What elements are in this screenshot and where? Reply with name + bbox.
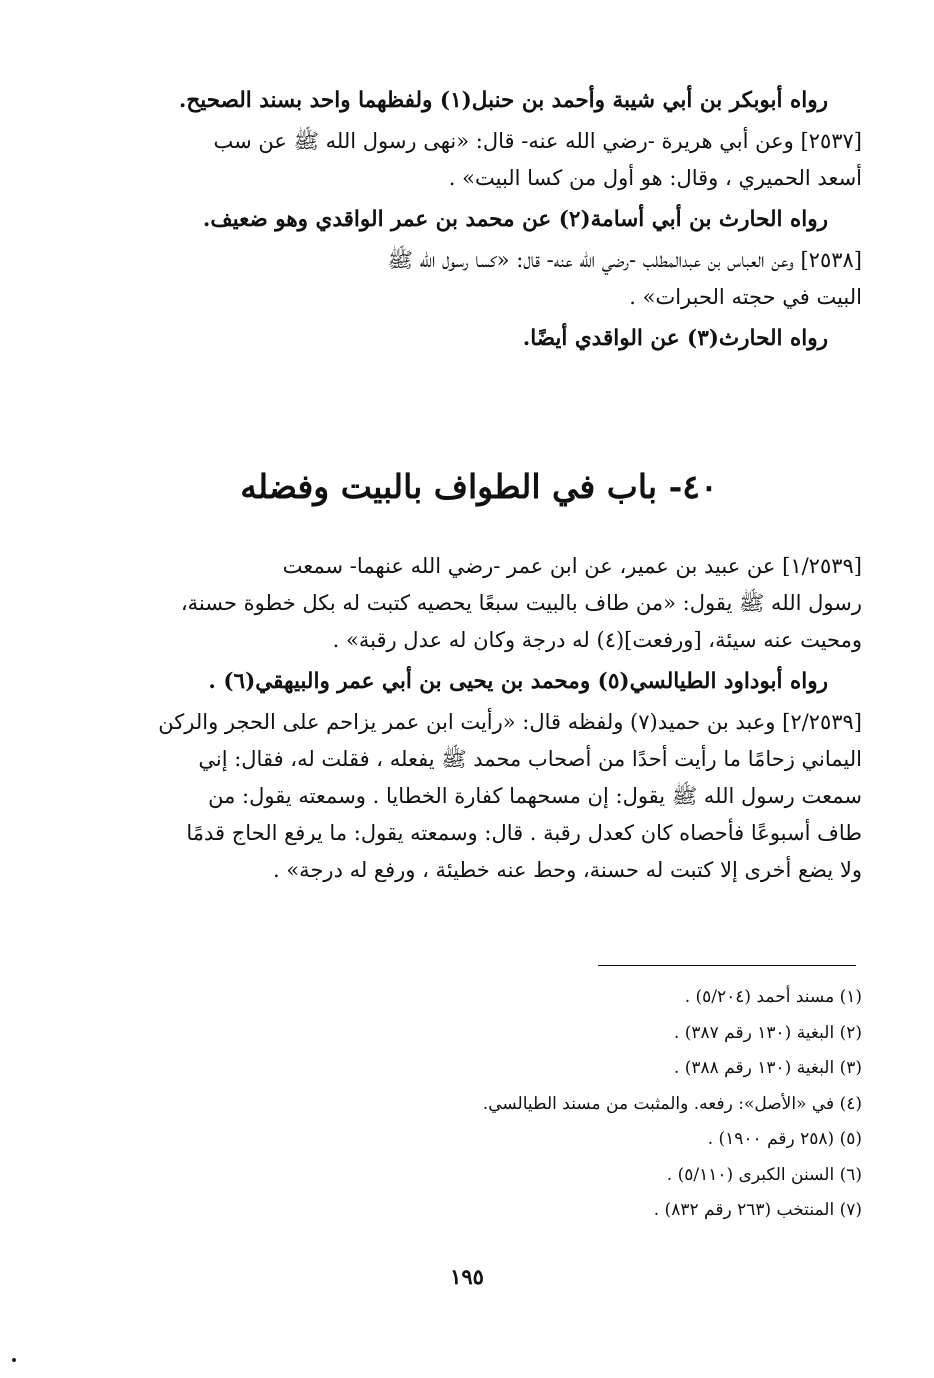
footnote-separator (598, 965, 856, 966)
hadith-line: [٢٥٣٨] وعن العباس بن عبدالمطلب -رضي الله عنه- قال: «كسا رسول الله ﷺ (387, 248, 862, 272)
hadith-line: سمعت رسول الله ﷺ يقول: إن مسحهما كفارة الخطايا . وسمعته يقول: من (208, 784, 862, 808)
main-text-top (96, 82, 862, 357)
footnote: (٢) البغية (١٣٠ رقم ٣٨٧) . (673, 1022, 862, 1043)
hadith-line: [١/٢٥٣٩] عن عبيد بن عمير، عن ابن عمر -رضي الله عنهما- سمعت (282, 554, 862, 578)
hadith-line: ومحيت عنه سيئة، [ورفعت](٤) له درجة وكان له عدل رقبة» . (332, 628, 862, 652)
main-text-bottom (96, 548, 862, 889)
narration-line: رواه الحارث(٣) عن الواقدي أيضًا. (522, 326, 828, 351)
page-number: ١٩٥ (450, 1264, 484, 1289)
scan-speck (12, 1358, 16, 1362)
hadith-line: [٢/٢٥٣٩] وعبد بن حميد(٧) ولفظه قال: «رأيت ابن عمر يزاحم على الحجر والركن (158, 710, 862, 734)
footnote: (٤) في «الأصل»: رفعه. والمثبت من مسند الطيالسي. (482, 1093, 862, 1114)
footnote: (٧) المنتخب (٢٦٣ رقم ٨٣٢) . (653, 1200, 862, 1220)
chapter-heading: ٤٠- باب في الطواف بالبيت وفضله (240, 467, 718, 506)
narration-line: رواه أبوبكر بن أبي شيبة وأحمد بن حنبل(١) ولفظهما واحد بسند الصحيح. (178, 88, 828, 113)
footnote: (٥) (٢٥٨ رقم ١٩٠٠) . (707, 1129, 862, 1149)
hadith-line: البيت في حجته الحبرات» . (629, 285, 862, 309)
hadith-line: طاف أسبوعًا فأحصاه كان كعدل رقبة . قال: وسمعته يقول: ما يرفع الحاج قدمًا (186, 821, 862, 845)
hadith-line: أسعد الحميري ، وقال: هو أول من كسا البيت» . (448, 166, 862, 190)
footnote: (٦) السنن الكبرى (٥/١١٠) . (666, 1164, 862, 1185)
narration-line: رواه الحارث بن أبي أسامة(٢) عن محمد بن عمر الواقدي وهو ضعيف. (202, 207, 828, 232)
hadith-line: رسول الله ﷺ يقول: «من طاف بالبيت سبعًا يحصيه كتبت له بكل خطوة حسنة، (180, 591, 862, 615)
hadith-line: [٢٥٣٧] وعن أبي هريرة -رضي الله عنه- قال: «نهى رسول الله ﷺ عن سب (213, 129, 862, 153)
narration-line: رواه أبوداود الطيالسي(٥) ومحمد بن يحيى بن أبي عمر والبيهقي(٦) . (208, 669, 828, 694)
footnotes (392, 980, 862, 1229)
footnote: (١) مسند أحمد (٥/٢٠٤) . (684, 987, 862, 1007)
hadith-line: اليماني زحامًا ما رأيت أحدًا من أصحاب محمد ﷺ يفعله ، فقلت له، فقال: إني (198, 747, 862, 771)
hadith-line: ولا يضع أخرى إلا كتبت له حسنة، وحط عنه خطيئة ، ورفع له درجة» . (272, 858, 862, 882)
footnote: (٣) البغية (١٣٠ رقم ٣٨٨) . (673, 1058, 862, 1078)
